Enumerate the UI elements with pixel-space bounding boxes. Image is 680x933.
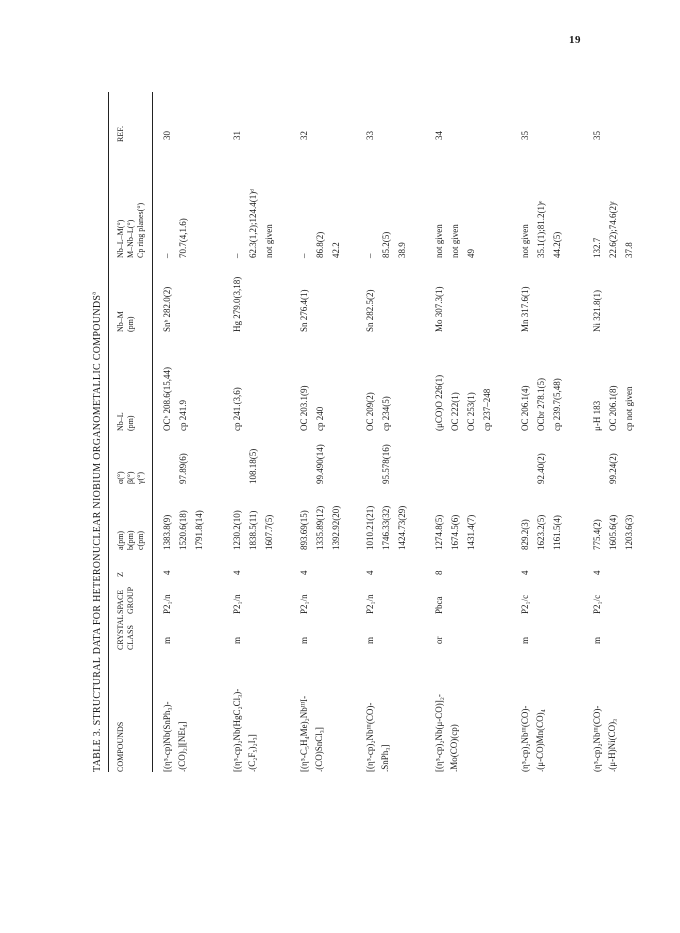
cell-z: 4 — [520, 570, 530, 575]
cell-nb-l: OCᵇ 208.6(15,44) — [162, 366, 172, 431]
cell-abc: 1838.5(11) — [248, 510, 258, 550]
cell-compound: .SnPh₃] — [380, 744, 390, 772]
cell-compound: .(CO)₂][NEt₄] — [177, 721, 187, 772]
cell-abc: 1203.6(3) — [624, 514, 634, 550]
cell-planes: 42.2 — [331, 242, 341, 258]
header-planes: Nb–L–M(°) M–Nb–L(°) Cp ring planes(°) — [116, 202, 145, 258]
cell-planes: 132.7 — [592, 237, 602, 258]
cell-nb-l: cp 237–248 — [482, 388, 492, 431]
cell-abc: 893.69(15) — [299, 510, 309, 550]
cell-planes: 37.8 — [624, 242, 634, 258]
cell-planes: 85.2(5) — [381, 231, 391, 258]
cell-abc: 1605.6(4) — [608, 514, 618, 550]
cell-compound: .(C₂F₅)₂I₃] — [247, 734, 257, 772]
cell-crystal-class: m — [299, 636, 309, 644]
cell-planes: not given — [520, 224, 530, 258]
cell-abc: 1383.8(9) — [162, 514, 172, 550]
cell-abc: 1274.8(5) — [434, 514, 444, 550]
header-compounds: COMPOUNDS — [116, 721, 125, 772]
cell-planes: 70.7(4,1.6) — [178, 218, 188, 258]
cell-planes: 49 — [466, 249, 476, 258]
cell-compound: [(η⁵-C₅H₄Me)₂NbᴵᴵᴵI- — [299, 695, 309, 772]
cell-compound: [(η⁵-cp)Nb(SnPh₃)- — [162, 701, 172, 772]
cell-crystal-class: or — [434, 636, 444, 644]
cell-abc: 1161.5(4) — [552, 515, 562, 550]
cell-nb-m: Snᵇ 282.0(2) — [162, 286, 172, 332]
cell-compound: .(μ-CO)Mn(CO)₄ — [535, 709, 545, 772]
cell-nb-l: (μCO)O 226(1) — [434, 374, 444, 431]
header-abc: a(pm) b(pm) c(pm) — [116, 530, 145, 550]
cell-planes: 86.8(2) — [315, 231, 325, 258]
caption-text: TABLE 3. STRUCTURAL DATA FOR HETERONUCLEAR NIOBIUM ORGANOMETALLIC COMPOUNDS — [92, 294, 103, 772]
cell-ref: 31 — [232, 131, 242, 140]
rotated-table — [91, 92, 634, 772]
cell-nb-m: Ni 321.8(1) — [592, 290, 602, 332]
cell-z: 4 — [592, 570, 602, 575]
cell-abc: 1746.33(32) — [381, 505, 391, 550]
cell-planes: 44.2(5) — [552, 231, 562, 258]
cell-angles: 108.18(5) — [248, 448, 258, 484]
cell-space-group: P2₁/n — [365, 594, 375, 614]
cell-crystal-class: m — [592, 636, 602, 644]
cell-abc: 1431.4(7) — [466, 514, 476, 550]
cell-planes: not given — [450, 224, 460, 258]
cell-angles: 99.490(14) — [315, 444, 325, 484]
cell-nb-l: OC 222(1) — [450, 392, 460, 431]
cell-abc: 1392.92(20) — [331, 505, 341, 550]
cell-nb-l: cp 234(5) — [381, 396, 391, 431]
cell-nb-l: OC 206.1(8) — [608, 385, 618, 431]
cell-compound: [(η⁵-cp)₂Nbᴵᴵᴵ(CO)- — [365, 702, 375, 772]
header-crystal-class: CRYSTAL CLASS — [116, 614, 135, 650]
page-number: 19 — [569, 34, 581, 46]
cell-crystal-class: m — [162, 636, 172, 644]
top-rule — [108, 92, 109, 772]
header-ref: REF. — [116, 125, 125, 142]
cell-abc: 775.4(2) — [592, 519, 602, 550]
header-nb-l: Nb–L (pm) — [116, 412, 135, 431]
cell-angles: 92.40(2) — [536, 453, 546, 484]
cell-ref: 35 — [592, 131, 602, 140]
cell-abc: 829.2(3) — [520, 519, 530, 550]
cell-compound: .(CO)SnCl₃] — [314, 727, 324, 772]
cell-nb-l: cp not given — [624, 386, 634, 431]
cell-ref: 35 — [520, 131, 530, 140]
cell-ref: 34 — [434, 131, 444, 140]
cell-space-group: P2₁/n — [299, 594, 309, 614]
cell-compound: (η⁵-cp)₂Nbᴵᴵᴵ(CO)- — [520, 705, 530, 772]
cell-nb-l: cp 241.(3,6) — [232, 387, 242, 431]
cell-nb-l: OC 206.1(4) — [520, 385, 530, 431]
cell-nb-l: OC 209(2) — [365, 392, 375, 431]
cell-z: 4 — [232, 570, 242, 575]
cell-abc: 1607.7(5) — [264, 514, 274, 550]
cell-abc: 1674.5(6) — [450, 514, 460, 550]
cell-ref: 30 — [162, 131, 172, 140]
cell-angles: 99.24(2) — [608, 453, 618, 484]
cell-compound: .(μ-H)Ni(CO)₃ — [607, 718, 617, 772]
cell-compound: [(η⁵-cp)₂Nb(HgC₂Cl₃)- — [232, 688, 242, 772]
cell-planes: not given — [434, 224, 444, 258]
header-space-group: SPACE GROUP — [116, 586, 135, 614]
cell-planes: – — [232, 253, 242, 258]
cell-space-group: P2₁/n — [232, 594, 242, 614]
cell-nb-m: Sn 276.4(1) — [299, 289, 309, 332]
cell-compound: .Mo(CO)(cp) — [449, 724, 459, 772]
cell-compound: (η⁵-cp)₂Nbᴵᴵᴵ(CO)- — [592, 705, 602, 772]
cell-space-group: Pbca — [434, 596, 444, 614]
cell-crystal-class: m — [520, 636, 530, 644]
cell-crystal-class: m — [232, 636, 242, 644]
cell-planes: not given — [264, 224, 274, 258]
cell-z: 4 — [162, 570, 172, 575]
header-nb-m: Nb–M (pm) — [116, 311, 135, 332]
cell-abc: 1424.73(29) — [397, 505, 407, 550]
cell-space-group: P2₁/n — [162, 594, 172, 614]
cell-abc: 1230.2(10) — [232, 510, 242, 550]
cell-nb-l: OC 253(1) — [466, 392, 476, 431]
cell-z: 4 — [365, 570, 375, 575]
header-rule — [152, 92, 153, 772]
cell-compound: [(η⁵-cp)₂Nb(μ-CO)]₂- — [434, 694, 444, 772]
cell-z: 8 — [434, 570, 444, 575]
cell-planes: 35.1(1);81.2(1)ᵉ — [536, 200, 546, 258]
caption-superscript: a — [91, 291, 98, 295]
cell-planes: – — [365, 253, 375, 258]
cell-angles: 97.89(6) — [178, 453, 188, 484]
cell-crystal-class: m — [365, 636, 375, 644]
cell-nb-m: Mo 307.3(1) — [434, 286, 444, 332]
cell-abc: 1335.89(12) — [315, 505, 325, 550]
cell-nb-m: Mn 317.6(1) — [520, 286, 530, 332]
cell-nb-m: Hg 279.0(3,18) — [232, 276, 242, 332]
cell-space-group: P2₁/c — [520, 594, 530, 614]
cell-abc: 1623.2(5) — [536, 514, 546, 550]
cell-planes: – — [299, 253, 309, 258]
cell-abc: 1520.6(18) — [178, 510, 188, 550]
cell-planes: 22.6(2);74.6(2)ᶠ — [608, 201, 618, 258]
cell-space-group: P2₁/c — [592, 594, 602, 614]
cell-nb-l: μ-H 183 — [592, 400, 602, 431]
cell-ref: 32 — [299, 131, 309, 140]
cell-nb-l: OC 203.1(9) — [299, 385, 309, 431]
cell-nb-l: cp 241.9 — [178, 400, 188, 431]
header-z: Z — [116, 572, 125, 577]
table-caption — [92, 292, 103, 772]
cell-nb-l: cp 240 — [315, 406, 325, 431]
header-angles: α(°) β(°) γ(°) — [116, 471, 145, 484]
cell-z: 4 — [299, 570, 309, 575]
cell-angles: 95.578(16) — [381, 444, 391, 484]
cell-nb-l: cp 239.7(5,48) — [552, 378, 562, 431]
cell-planes: 62.3(1,2);124.4(1)ᵈ — [248, 188, 258, 258]
cell-ref: 33 — [365, 131, 375, 140]
cell-nb-l: OCbr 278.1(5) — [536, 378, 546, 431]
cell-planes: – — [162, 253, 172, 258]
cell-nb-m: Sn 282.5(2) — [365, 289, 375, 332]
cell-abc: 1010.21(21) — [365, 505, 375, 550]
cell-abc: 1791.8(14) — [194, 510, 204, 550]
cell-planes: 38.9 — [397, 242, 407, 258]
